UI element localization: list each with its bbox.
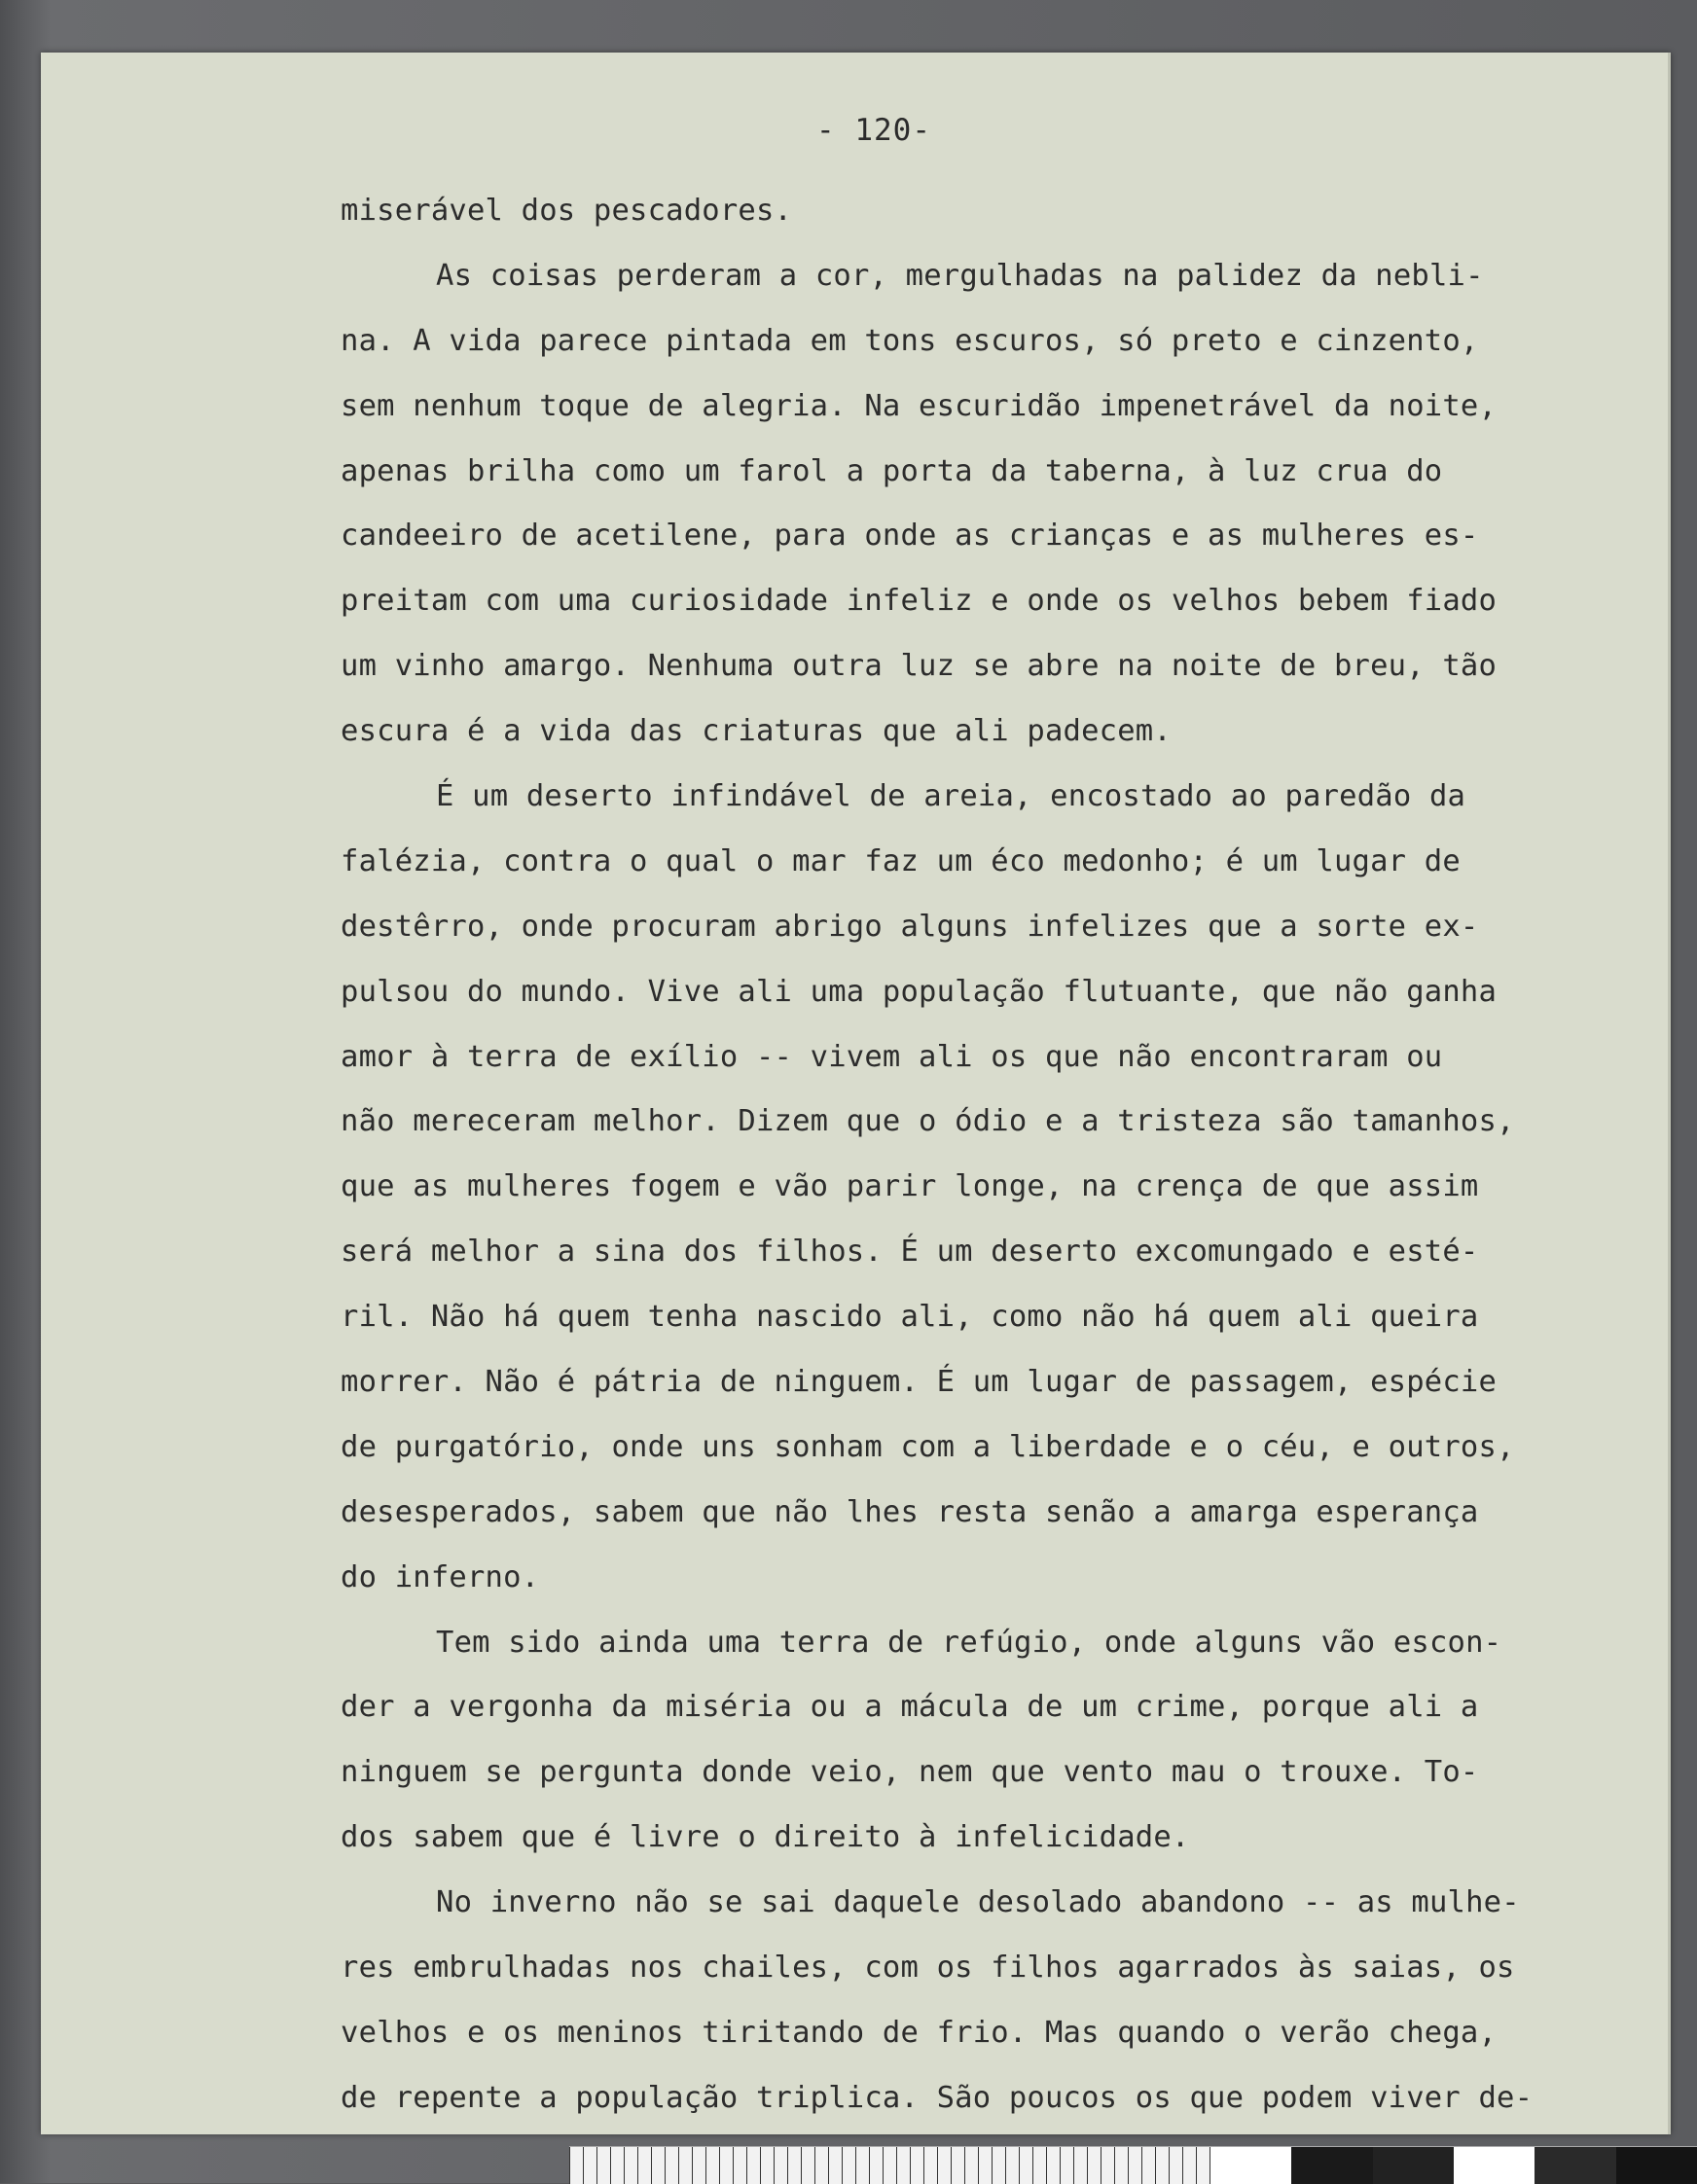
text-line: apenas brilha como um farol a porta da taberna, à luz crua do bbox=[341, 453, 1443, 488]
text-line: dos sabem que é livre o direito à infelicidade. bbox=[341, 1820, 1190, 1855]
text-line: No inverno não se sai daquele desolado abandono -- as mulhe- bbox=[436, 1885, 1520, 1920]
text-line: res embrulhadas nos chailes, com os filhos agarrados às saias, os bbox=[341, 1951, 1515, 1986]
text-line: ril. Não há quem tenha nascido ali, como não há quem ali queira bbox=[341, 1300, 1479, 1335]
text-line: sem nenhum toque de alegria. Na escuridão impenetrável da noite, bbox=[341, 388, 1498, 423]
text-line: der a vergonha da miséria ou a mácula de um crime, porque ali a bbox=[341, 1690, 1479, 1725]
text-line: um vinho amargo. Nenhuma outra luz se abre na noite de breu, tão bbox=[341, 649, 1498, 684]
text-line: falézia, contra o qual o mar faz um éco medonho; é um lugar de bbox=[341, 843, 1461, 878]
calibration-blocks bbox=[1210, 2147, 1697, 2184]
ruler-ticks bbox=[569, 2147, 1211, 2184]
text-line: velhos e os meninos tiritando de frio. Mas quando o verão chega, bbox=[341, 2015, 1498, 2050]
text-line: ninguem se pergunta donde veio, nem que vento mau o trouxe. To- bbox=[341, 1755, 1479, 1790]
text-line: É um deserto infindável de areia, encostado ao paredão da bbox=[436, 779, 1466, 814]
text-line: na. A vida parece pintada em tons escuros, só preto e cinzento, bbox=[341, 323, 1479, 358]
text-line: Tem sido ainda uma terra de refúgio, onde alguns vão escon- bbox=[436, 1625, 1502, 1660]
color-calibration-ruler bbox=[569, 2146, 1697, 2184]
text-line: As coisas perderam a cor, mergulhadas na palidez da nebli- bbox=[436, 258, 1484, 293]
text-line: de repente a população triplica. São poucos os que podem viver de- bbox=[341, 2080, 1534, 2115]
text-line: desesperados, sabem que não lhes resta senão a amarga esperança bbox=[341, 1494, 1479, 1529]
body-text bbox=[341, 179, 1659, 2131]
text-line: de purgatório, onde uns sonham com a liberdade e o céu, e outros, bbox=[341, 1429, 1515, 1464]
text-line: candeeiro de acetilene, para onde as crianças e as mulheres es- bbox=[341, 519, 1479, 554]
text-line: preitam com uma curiosidade infeliz e onde os velhos bebem fiado bbox=[341, 584, 1498, 619]
page-number: - 120- bbox=[816, 113, 931, 148]
text-line: miserável dos pescadores. bbox=[341, 194, 793, 228]
text-line: do inferno. bbox=[341, 1559, 540, 1594]
text-line: que as mulheres fogem e vão parir longe, na crença de que assim bbox=[341, 1169, 1479, 1204]
text-line: pulsou do mundo. Vive ali uma população flutuante, que não ganha bbox=[341, 974, 1498, 1009]
text-line: amor à terra de exílio -- vivem ali os que não encontraram ou bbox=[341, 1039, 1443, 1074]
text-line: escura é a vida das criaturas que ali padecem. bbox=[341, 714, 1172, 749]
text-line: destêrro, onde procuram abrigo alguns infelizes que a sorte ex- bbox=[341, 909, 1479, 944]
typewritten-page bbox=[41, 53, 1671, 2134]
text-line: será melhor a sina dos filhos. É um deserto excomungado e esté- bbox=[341, 1235, 1479, 1270]
text-line: não mereceram melhor. Dizem que o ódio e a tristeza são tamanhos, bbox=[341, 1104, 1515, 1139]
text-line: morrer. Não é pátria de ninguem. É um lugar de passagem, espécie bbox=[341, 1365, 1498, 1400]
